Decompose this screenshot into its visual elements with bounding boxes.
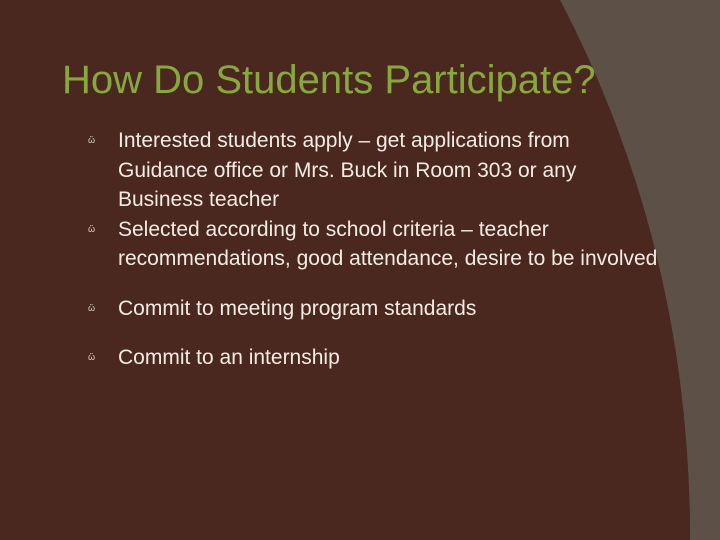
slide-title: How Do Students Participate? [62, 58, 596, 102]
bullet-marker-icon: ὣ [88, 135, 96, 145]
bullet-item [84, 126, 664, 215]
bullet-text: Commit to meeting program standards [118, 296, 477, 320]
bullet-marker-icon: ὣ [88, 352, 96, 362]
bullet-text: Interested students apply – get applications from Guidance office or Mrs. Buck in Room 303 or any Business teacher [118, 129, 577, 211]
bullet-item [84, 294, 664, 324]
bullet-text: Commit to an internship [118, 346, 340, 369]
bullet-item [84, 343, 664, 373]
bullet-marker-icon: ὣ [88, 223, 96, 234]
bullet-item [84, 215, 664, 274]
bullet-marker-icon: ὣ [88, 302, 96, 313]
bullet-text: Selected according to school criteria – teacher recommendations, good attendance, desire to be involved [118, 217, 658, 270]
bullet-list [84, 126, 664, 373]
